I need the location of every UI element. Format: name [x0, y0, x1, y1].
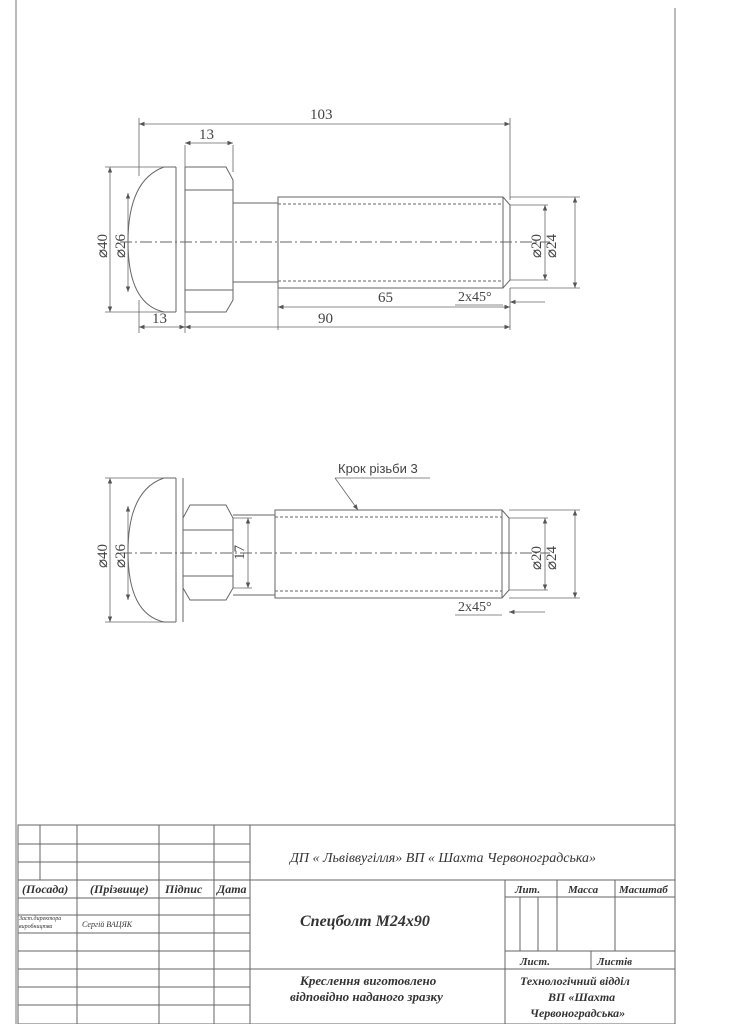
dim-shank-length: 90 [318, 311, 333, 327]
dept-line-3: Червоноградська» [530, 1006, 626, 1020]
part-name: Спецболт М24х90 [300, 913, 430, 930]
dia-head-2: ⌀40 [95, 543, 111, 568]
dia-thread-major: ⌀24 [544, 233, 560, 258]
chamfer-note: 2x45° [458, 290, 492, 305]
dim-overall-length: 103 [310, 107, 333, 123]
note-line-1: Креслення виготовлено [300, 973, 437, 988]
scale-label: Масштаб [619, 884, 668, 896]
dept-line-1: Технологічний відділ [520, 974, 630, 988]
dim-head-height: 13 [152, 311, 167, 327]
mass-label: Масса [568, 884, 599, 896]
dia-thread-minor: ⌀20 [529, 233, 545, 258]
view1-labels [95, 107, 560, 327]
dia-head-inner-2: ⌀26 [113, 543, 129, 568]
dia-thread-minor-2: ⌀20 [529, 545, 545, 570]
dim-thread-length: 65 [378, 290, 393, 306]
col-signature: Підпис [165, 882, 203, 896]
col-surname: (Прізвище) [90, 882, 149, 896]
bolt-thread-2 [275, 510, 509, 598]
sheet-label: Лист. [520, 956, 550, 968]
bolt-head-dome-2 [128, 478, 176, 622]
sheet-frame [16, 0, 675, 1024]
col-position: (Посада) [22, 882, 69, 896]
dia-head: ⌀40 [95, 233, 111, 258]
chamfer-note-2: 2x45° [458, 600, 492, 615]
surname-value: Сергій ВАЦЯК [82, 920, 133, 929]
note-line-2: відповідно наданого зразку [290, 989, 443, 1004]
dept-line-2: ВП «Шахта [548, 990, 616, 1004]
position-value-line2: виробництва [19, 924, 53, 930]
dia-thread-major-2: ⌀24 [544, 545, 560, 570]
organization-name: ДП « Львіввугілля» ВП « Шахта Червоноградська» [290, 851, 597, 866]
bolt-head-dome [128, 167, 176, 312]
position-value-line1: Заст.директора [19, 916, 62, 922]
dia-neck: 17 [232, 545, 248, 560]
thread-pitch-note: Крок різьби 3 [338, 461, 418, 476]
dim-head-flat: 13 [199, 127, 214, 143]
lit-label: Лит. [515, 884, 541, 896]
sheets-label: Листів [597, 956, 633, 968]
view2-labels [95, 461, 560, 615]
dia-head-inner: ⌀26 [113, 233, 129, 258]
col-date: Дата [217, 882, 247, 896]
title-block-text [19, 851, 668, 1020]
